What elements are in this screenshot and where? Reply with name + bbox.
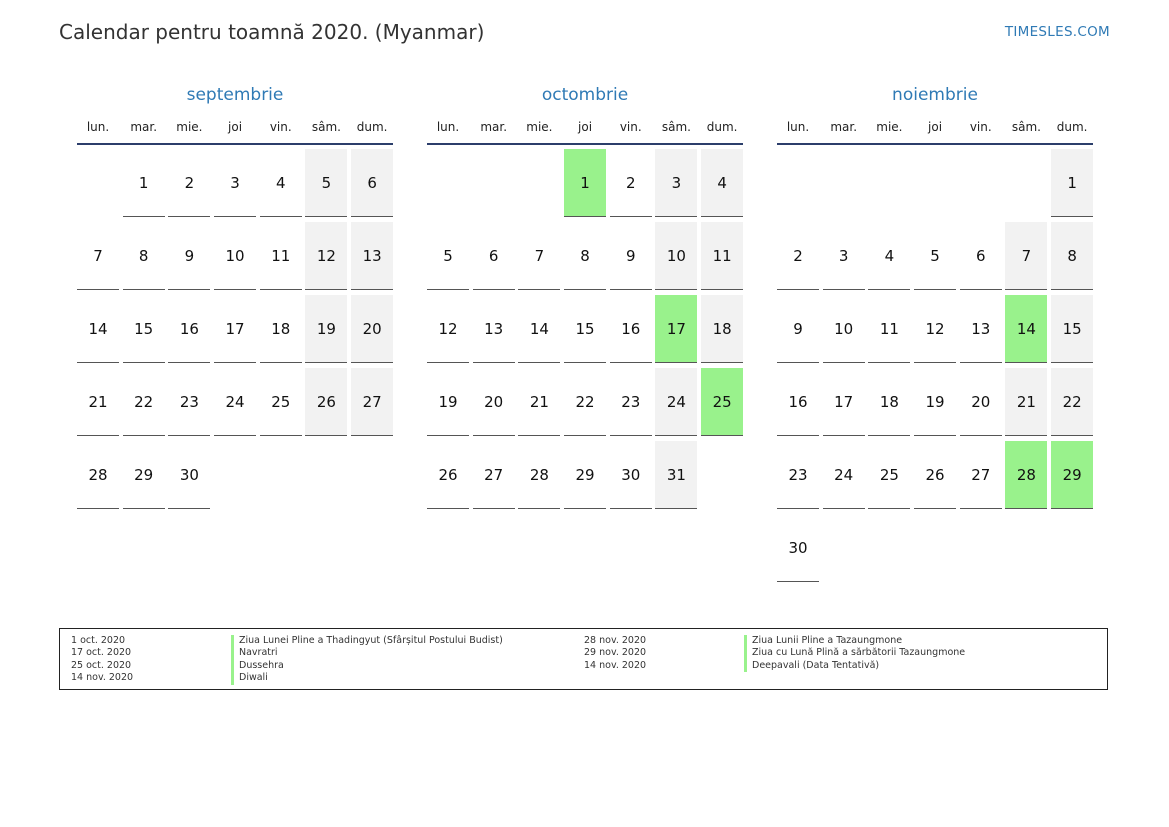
empty-cell <box>868 149 910 216</box>
empty-cell <box>260 441 302 508</box>
weekday-label: vin. <box>969 120 992 134</box>
legend-row <box>71 660 584 672</box>
weekday-label: vin. <box>269 120 292 134</box>
day-cell[interactable]: 9 <box>610 222 652 290</box>
legend-description: Ziua cu Lună Plină a sărbătorii Tazaungmone <box>744 647 1097 659</box>
empty-cell <box>473 149 515 216</box>
day-cell[interactable]: 11 <box>260 222 302 290</box>
day-cell[interactable]: 24 <box>655 368 697 436</box>
day-cell[interactable]: 12 <box>914 295 956 363</box>
day-cell[interactable]: 1 <box>1051 149 1093 217</box>
day-cell[interactable]: 2 <box>777 222 819 290</box>
week-row <box>427 149 743 218</box>
week-row <box>427 441 743 510</box>
weekday-label: mar. <box>830 120 858 134</box>
day-cell[interactable]: 5 <box>427 222 469 290</box>
day-cell[interactable]: 3 <box>655 149 697 217</box>
day-cell[interactable]: 23 <box>168 368 210 436</box>
day-cell[interactable]: 7 <box>1005 222 1047 290</box>
day-cell[interactable]: 3 <box>823 222 865 290</box>
empty-cell <box>427 149 469 216</box>
legend-description: Diwali <box>231 672 584 684</box>
week-row <box>77 149 393 218</box>
weekday-header <box>427 119 743 145</box>
empty-cell <box>351 441 393 508</box>
legend-description: Dussehra <box>231 660 584 672</box>
day-cell[interactable]: 8 <box>564 222 606 290</box>
day-cell[interactable]: 4 <box>868 222 910 290</box>
day-cell[interactable]: 1 <box>564 149 606 217</box>
day-cell[interactable]: 9 <box>777 295 819 363</box>
day-cell[interactable]: 30 <box>168 441 210 509</box>
day-cell[interactable]: 8 <box>1051 222 1093 290</box>
weekday-header <box>77 119 393 145</box>
day-cell[interactable]: 15 <box>123 295 165 363</box>
day-cell[interactable]: 31 <box>655 441 697 509</box>
day-cell[interactable]: 14 <box>77 295 119 363</box>
empty-cell <box>823 514 865 581</box>
legend-column-left <box>71 635 584 689</box>
day-cell[interactable]: 20 <box>473 368 515 436</box>
legend-date: 14 nov. 2020 <box>71 672 134 684</box>
day-cell[interactable]: 18 <box>701 295 743 363</box>
day-cell[interactable]: 24 <box>214 368 256 436</box>
legend-row <box>71 647 584 659</box>
day-cell[interactable]: 18 <box>868 368 910 436</box>
weekday-label: dum. <box>356 120 388 134</box>
weekday-label: sâm. <box>311 120 341 134</box>
empty-cell <box>914 149 956 216</box>
legend-date: 14 nov. 2020 <box>584 659 647 671</box>
day-cell[interactable]: 12 <box>305 222 347 290</box>
day-cell[interactable]: 22 <box>564 368 606 436</box>
month-september <box>77 84 393 514</box>
day-cell[interactable]: 13 <box>473 295 515 363</box>
empty-cell <box>1051 514 1093 581</box>
week-row <box>777 222 1093 291</box>
day-cell[interactable]: 29 <box>1051 441 1093 509</box>
day-cell[interactable]: 6 <box>960 222 1002 290</box>
legend-date: 1 oct. 2020 <box>71 635 126 646</box>
day-cell[interactable]: 3 <box>214 149 256 217</box>
empty-cell <box>518 149 560 216</box>
legend-date: 29 nov. 2020 <box>584 647 647 659</box>
month-name: octombrie <box>541 85 629 105</box>
weekday-label: mie. <box>176 120 203 134</box>
week-row <box>427 222 743 291</box>
week-row <box>427 295 743 364</box>
day-cell[interactable]: 16 <box>610 295 652 363</box>
empty-cell <box>868 514 910 581</box>
day-cell[interactable]: 6 <box>473 222 515 290</box>
month-october <box>427 84 743 514</box>
weekday-label: mie. <box>876 120 903 134</box>
empty-cell <box>777 149 819 216</box>
week-row <box>777 295 1093 364</box>
day-cell[interactable]: 21 <box>1005 368 1047 436</box>
day-cell[interactable]: 4 <box>701 149 743 217</box>
day-cell[interactable]: 20 <box>960 368 1002 436</box>
day-cell[interactable]: 28 <box>518 441 560 509</box>
weekday-label: mar. <box>480 120 508 134</box>
legend-date: 28 nov. 2020 <box>584 635 647 646</box>
day-cell[interactable]: 25 <box>701 368 743 436</box>
week-row <box>777 368 1093 437</box>
day-cell[interactable]: 29 <box>123 441 165 509</box>
day-cell[interactable]: 25 <box>868 441 910 509</box>
day-cell[interactable]: 17 <box>823 368 865 436</box>
day-cell[interactable]: 21 <box>77 368 119 436</box>
day-cell[interactable]: 2 <box>168 149 210 217</box>
page-title: Calendar pentru toamnă 2020. (Myanmar) <box>59 20 485 44</box>
day-cell[interactable]: 24 <box>823 441 865 509</box>
day-cell[interactable]: 11 <box>868 295 910 363</box>
day-cell[interactable]: 29 <box>564 441 606 509</box>
day-cell[interactable]: 22 <box>1051 368 1093 436</box>
empty-cell <box>960 514 1002 581</box>
day-cell[interactable]: 14 <box>1005 295 1047 363</box>
legend-row <box>71 672 584 684</box>
day-cell[interactable]: 26 <box>427 441 469 509</box>
empty-cell <box>1005 514 1047 581</box>
legend-description: Deepavali (Data Tentativă) <box>744 660 1097 672</box>
empty-cell <box>214 441 256 508</box>
day-cell[interactable]: 16 <box>168 295 210 363</box>
week-row <box>777 514 1093 583</box>
day-cell[interactable]: 15 <box>564 295 606 363</box>
weekday-label: sâm. <box>1011 120 1041 134</box>
week-row <box>77 295 393 364</box>
day-cell[interactable]: 17 <box>214 295 256 363</box>
legend-row <box>584 635 1097 647</box>
day-cell[interactable]: 7 <box>77 222 119 290</box>
day-cell[interactable]: 1 <box>123 149 165 217</box>
day-cell[interactable]: 10 <box>214 222 256 290</box>
day-cell[interactable]: 10 <box>823 295 865 363</box>
day-cell[interactable]: 19 <box>305 295 347 363</box>
day-cell[interactable]: 23 <box>610 368 652 436</box>
day-cell[interactable]: 15 <box>1051 295 1093 363</box>
weekday-label: lun. <box>786 120 810 134</box>
empty-cell <box>77 149 119 216</box>
day-cell[interactable]: 14 <box>518 295 560 363</box>
day-cell[interactable]: 17 <box>655 295 697 363</box>
weekday-label: lun. <box>436 120 460 134</box>
week-row <box>777 441 1093 510</box>
empty-cell <box>1005 149 1047 216</box>
month-grid <box>77 149 393 510</box>
site-link[interactable]: TIMESLES.COM <box>1004 24 1110 40</box>
day-cell[interactable]: 27 <box>960 441 1002 509</box>
day-cell[interactable]: 20 <box>351 295 393 363</box>
legend-date: 17 oct. 2020 <box>71 647 132 659</box>
weekday-label: mar. <box>130 120 158 134</box>
week-row <box>77 222 393 291</box>
day-cell[interactable]: 5 <box>305 149 347 217</box>
day-cell[interactable]: 26 <box>914 441 956 509</box>
month-name: septembrie <box>186 85 284 105</box>
weekday-header <box>777 119 1093 145</box>
day-cell[interactable]: 13 <box>960 295 1002 363</box>
day-cell[interactable]: 25 <box>260 368 302 436</box>
day-cell[interactable]: 13 <box>351 222 393 290</box>
weekday-label: joi <box>928 120 943 134</box>
day-cell[interactable]: 4 <box>260 149 302 217</box>
empty-cell <box>960 149 1002 216</box>
empty-cell <box>914 514 956 581</box>
day-cell[interactable]: 19 <box>427 368 469 436</box>
day-cell[interactable]: 7 <box>518 222 560 290</box>
legend-date: 25 oct. 2020 <box>71 659 132 671</box>
day-cell[interactable]: 18 <box>260 295 302 363</box>
day-cell[interactable]: 28 <box>77 441 119 509</box>
day-cell[interactable]: 8 <box>123 222 165 290</box>
day-cell[interactable]: 30 <box>777 514 819 582</box>
holiday-legend <box>59 628 1108 690</box>
weekday-label: vin. <box>619 120 642 134</box>
day-cell[interactable]: 21 <box>518 368 560 436</box>
day-cell[interactable]: 23 <box>777 441 819 509</box>
legend-description: Navratri <box>231 647 584 659</box>
month-november <box>777 84 1093 587</box>
day-cell[interactable]: 10 <box>655 222 697 290</box>
day-cell[interactable]: 12 <box>427 295 469 363</box>
day-cell[interactable]: 16 <box>777 368 819 436</box>
week-row <box>77 368 393 437</box>
week-row <box>77 441 393 510</box>
month-name: noiembrie <box>892 85 978 105</box>
day-cell[interactable]: 27 <box>473 441 515 509</box>
legend-description: Ziua Lunei Pline a Thadingyut (Sfârșitul Postului Budist) <box>231 635 584 647</box>
empty-cell <box>823 149 865 216</box>
day-cell[interactable]: 11 <box>701 222 743 290</box>
day-cell[interactable]: 6 <box>351 149 393 217</box>
week-row <box>777 149 1093 218</box>
weekday-label: sâm. <box>661 120 691 134</box>
weekday-label: dum. <box>1056 120 1088 134</box>
week-row <box>427 368 743 437</box>
empty-cell <box>305 441 347 508</box>
day-cell[interactable]: 22 <box>123 368 165 436</box>
day-cell[interactable]: 9 <box>168 222 210 290</box>
legend-row <box>71 635 584 647</box>
weekday-label: dum. <box>706 120 738 134</box>
legend-column-right <box>584 635 1097 689</box>
weekday-label: lun. <box>86 120 110 134</box>
legend-description: Ziua Lunii Pline a Tazaungmone <box>744 635 1097 647</box>
day-cell[interactable]: 19 <box>914 368 956 436</box>
weekday-label: joi <box>578 120 593 134</box>
month-grid <box>777 149 1093 583</box>
legend-row <box>584 647 1097 659</box>
day-cell[interactable]: 30 <box>610 441 652 509</box>
month-grid <box>427 149 743 510</box>
day-cell[interactable]: 2 <box>610 149 652 217</box>
legend-row <box>584 660 1097 672</box>
day-cell[interactable]: 28 <box>1005 441 1047 509</box>
day-cell[interactable]: 27 <box>351 368 393 436</box>
weekday-label: joi <box>228 120 243 134</box>
empty-cell <box>701 441 743 508</box>
day-cell[interactable]: 5 <box>914 222 956 290</box>
day-cell[interactable]: 26 <box>305 368 347 436</box>
weekday-label: mie. <box>526 120 553 134</box>
